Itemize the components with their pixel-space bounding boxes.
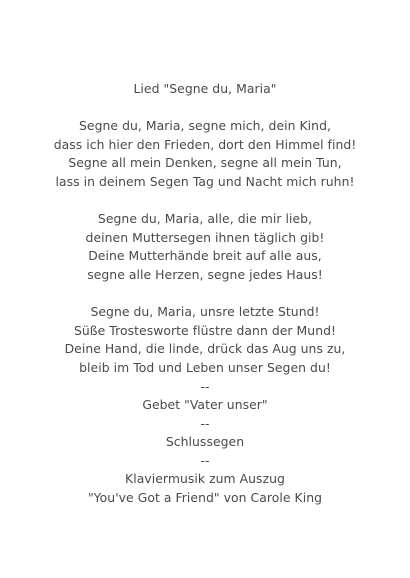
stanza-gap xyxy=(0,192,410,211)
verse-3-line-4: bleib im Tod und Leben unser Segen du! xyxy=(79,359,331,375)
program-item-prayer: Gebet "Vater unser" xyxy=(142,397,268,413)
verse-3-line-3: Deine Hand, die linde, drück das Aug uns zu, xyxy=(64,341,346,357)
separator: -- xyxy=(200,452,210,468)
verse-3-line-2: Süße Trostesworte flüstre dann der Mund! xyxy=(73,322,337,338)
verse-1-line-4: lass in deinem Segen Tag und Nacht mich ruhn! xyxy=(55,173,355,189)
verse-2-line-2: deinen Muttersegen ihnen täglich gib! xyxy=(85,229,325,245)
stanza-gap xyxy=(0,285,410,304)
stanza-gap xyxy=(0,99,410,118)
separator: -- xyxy=(200,415,210,431)
verse-1-line-1: Segne du, Maria, segne mich, dein Kind, xyxy=(79,118,331,134)
song-title: Lied "Segne du, Maria" xyxy=(133,81,277,96)
verse-2-line-1: Segne du, Maria, alle, die mir lieb, xyxy=(97,211,313,227)
program-item-song: "You've Got a Friend" von Carole King xyxy=(87,490,323,506)
verse-2-line-3: Deine Mutterhände breit auf alle aus, xyxy=(88,248,322,264)
verse-1-line-3: Segne all mein Denken, segne all mein Tun, xyxy=(68,155,342,171)
program-item-blessing: Schlussegen xyxy=(165,434,245,450)
verse-1-line-2: dass ich hier den Frieden, dort den Himmel find! xyxy=(53,136,357,152)
program-item-music: Klaviermusik zum Auszug xyxy=(125,471,285,487)
separator: -- xyxy=(200,378,210,394)
verse-2-line-4: segne alle Herzen, segne jedes Haus! xyxy=(87,266,323,282)
program-text xyxy=(0,80,410,508)
verse-3-line-1: Segne du, Maria, unsre letzte Stund! xyxy=(90,304,320,320)
